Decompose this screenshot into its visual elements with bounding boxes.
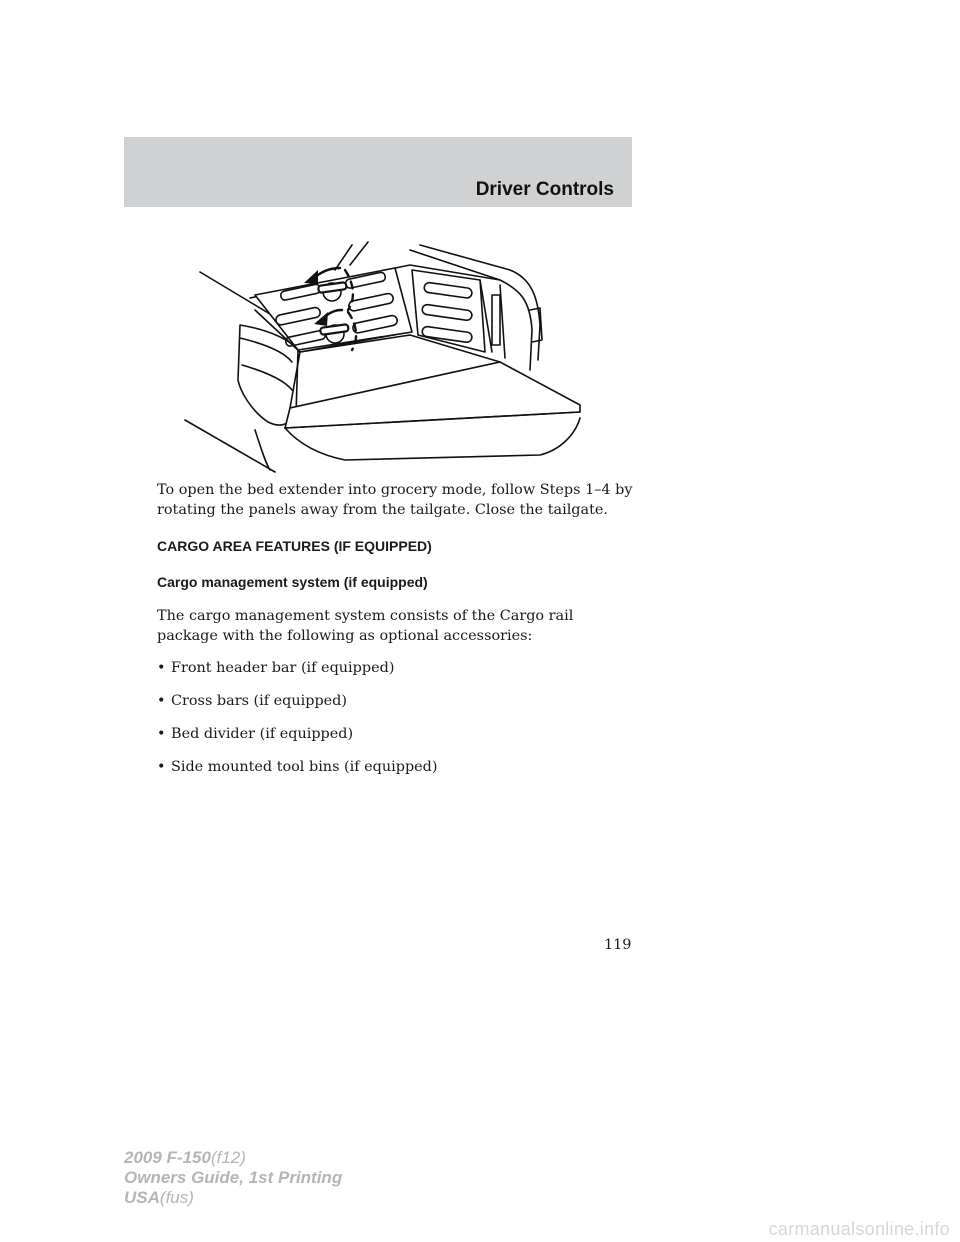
truck-bed-illustration [180, 240, 590, 475]
section-heading: CARGO AREA FEATURES (IF EQUIPPED) [157, 538, 432, 554]
bullet-icon: • [157, 726, 166, 742]
bullet-icon: • [157, 660, 166, 676]
list-item-text: Side mounted tool bins (if equipped) [171, 759, 438, 775]
bullet-icon: • [157, 693, 166, 709]
list-item [157, 757, 637, 777]
list-item [157, 691, 637, 711]
description-paragraph: The cargo management system consists of the Cargo rail package with the following as optional accessories: [157, 608, 574, 644]
footer-model: 2009 F-150 [124, 1148, 211, 1167]
print-footer [124, 1148, 342, 1208]
list-item-text: Cross bars (if equipped) [171, 693, 348, 709]
header-band [124, 137, 632, 207]
footer-model-code: (f12) [210, 1148, 246, 1167]
list-item-text: Front header bar (if equipped) [171, 660, 395, 676]
intro-paragraph: To open the bed extender into grocery mode, follow Steps 1–4 by rotating the panels away from the tailgate. Close the tailgate. [157, 482, 633, 518]
accessory-list [157, 658, 637, 777]
bullet-icon: • [157, 759, 166, 775]
footer-edition: Owners Guide, 1st Printing [124, 1168, 343, 1187]
footer-market-code: (fus) [159, 1188, 194, 1207]
list-item [157, 724, 637, 744]
section-title: Driver Controls [475, 179, 614, 200]
list-item-text: Bed divider (if equipped) [171, 726, 354, 742]
body-text [157, 480, 637, 790]
watermark: carmanualsonline.info [768, 1219, 950, 1239]
footer-market: USA [124, 1188, 160, 1207]
list-item [157, 658, 637, 678]
subheading: Cargo management system (if equipped) [157, 574, 428, 590]
page-number: 119 [604, 937, 632, 953]
